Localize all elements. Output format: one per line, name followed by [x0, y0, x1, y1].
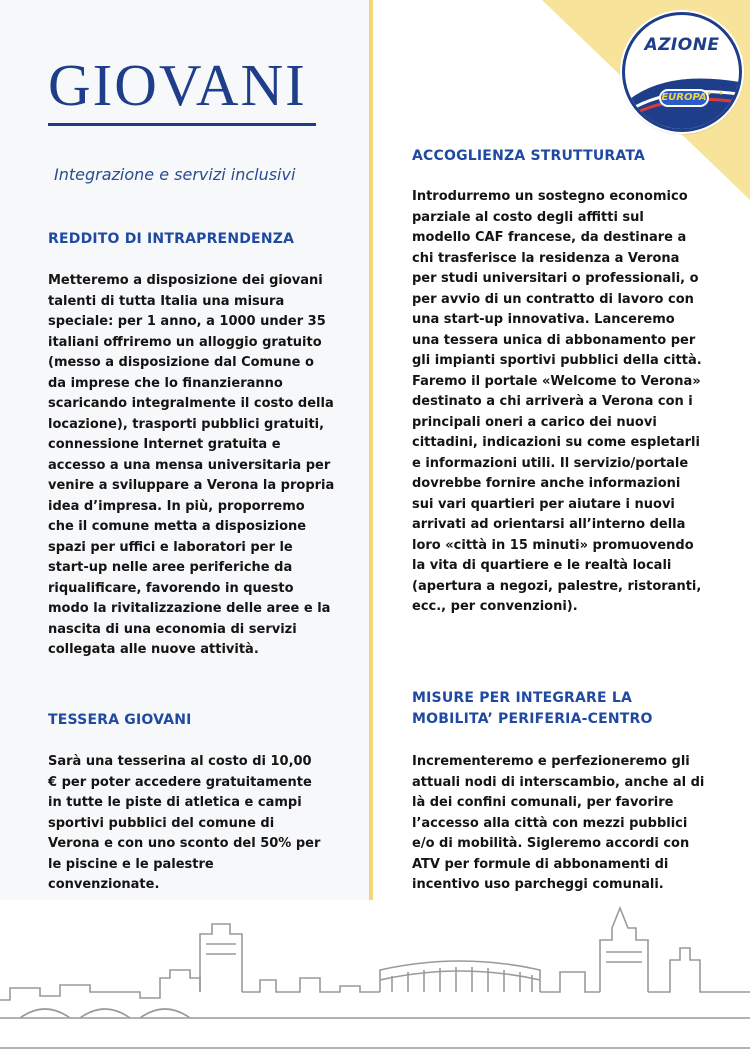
section-text-tessera: Sarà una tesserina al costo di 10,00 € per poter accedere gratuitamente in tutte le piste di atletica e campi sportivi pubblici del comune di Verona e con uno sconto del 50% per le piscine e le palestre convenzionate.: [48, 754, 321, 892]
logo-europa-badge: EUROPA: [659, 89, 709, 107]
page-subtitle: Integrazione e servizi inclusivi: [54, 165, 296, 184]
section-text-mobilita: Incrementeremo e perfezioneremo gli attuali nodi di interscambio, anche al di là dei confini comunali, per favorire l’accesso alla città con mezzi pubblici e/o di mobilità. Sigleremo accordi con ATV per formule di abbonamenti di incentivo uso parcheggi comunali.: [412, 754, 705, 892]
section-text-accoglienza: Introdurremo un sostegno economico parziale al costo degli affitti sul modello CAF francese, da destinare a chi trasferisce la residenza a Verona per studi universitari o professionali, o per avvio di un contratto di lavoro con una start-up innovativa. Lanceremo una tessera unica di abbonamento per gli impianti sportivi pubblici della città. Faremo il portale «Welcome to Verona» destinato a chi arriverà a Verona con i principali oneri a carico dei nuovi cittadini, indicazioni su come espletarli e informazioni utili. Il servizio/portale dovrebbe fornire anche informazioni sui vari quartieri per aiutare i nuovi arrivati ad orientarsi all’interno della loro «città in 15 minuti» promuovendo la vita di quartiere e le realtà locali (apertura a negozi, palestre, ristoranti, ecc., per convenzioni).: [412, 189, 702, 614]
azione-europa-logo: [622, 12, 742, 132]
section-heading-reddito: REDDITO DI INTRAPRENDENZA: [48, 231, 295, 247]
column-divider: [369, 0, 373, 900]
section-heading-accoglienza: ACCOGLIENZA STRUTTURATA: [412, 148, 646, 164]
section-text-reddito: Metteremo a disposizione dei giovani talenti di tutta Italia una misura speciale: per 1 anno, a 1000 under 35 italiani offriremo un alloggio gratuito (messo a disposizione dal Comune o da imprese che lo finanzieranno scaricando integralmente il costo della locazione), trasporti pubblici gratuiti, connessione Internet gratuita e accesso a una mensa universitaria per venire a sviluppare a Verona la propria idea d’impresa. In più, proporremo che il comune metta a disposizione spazi per uffici e laboratori per le start-up nelle aree periferiche da riqualificare, favorendo in questo modo la rivitalizzazione delle aree e la nascita di una economia di servizi collegata alle nuove attività.: [48, 273, 335, 657]
section-heading-tessera: TESSERA GIOVANI: [48, 712, 192, 728]
title-underline: [48, 123, 316, 126]
verona-skyline-illustration: [0, 900, 750, 1058]
page-title: GIOVANI: [48, 52, 307, 118]
section-heading-mobilita: MISURE PER INTEGRARE LA MOBILITA’ PERIFERIA-CENTRO: [412, 690, 653, 727]
logo-azione-text: AZIONE: [644, 35, 720, 55]
